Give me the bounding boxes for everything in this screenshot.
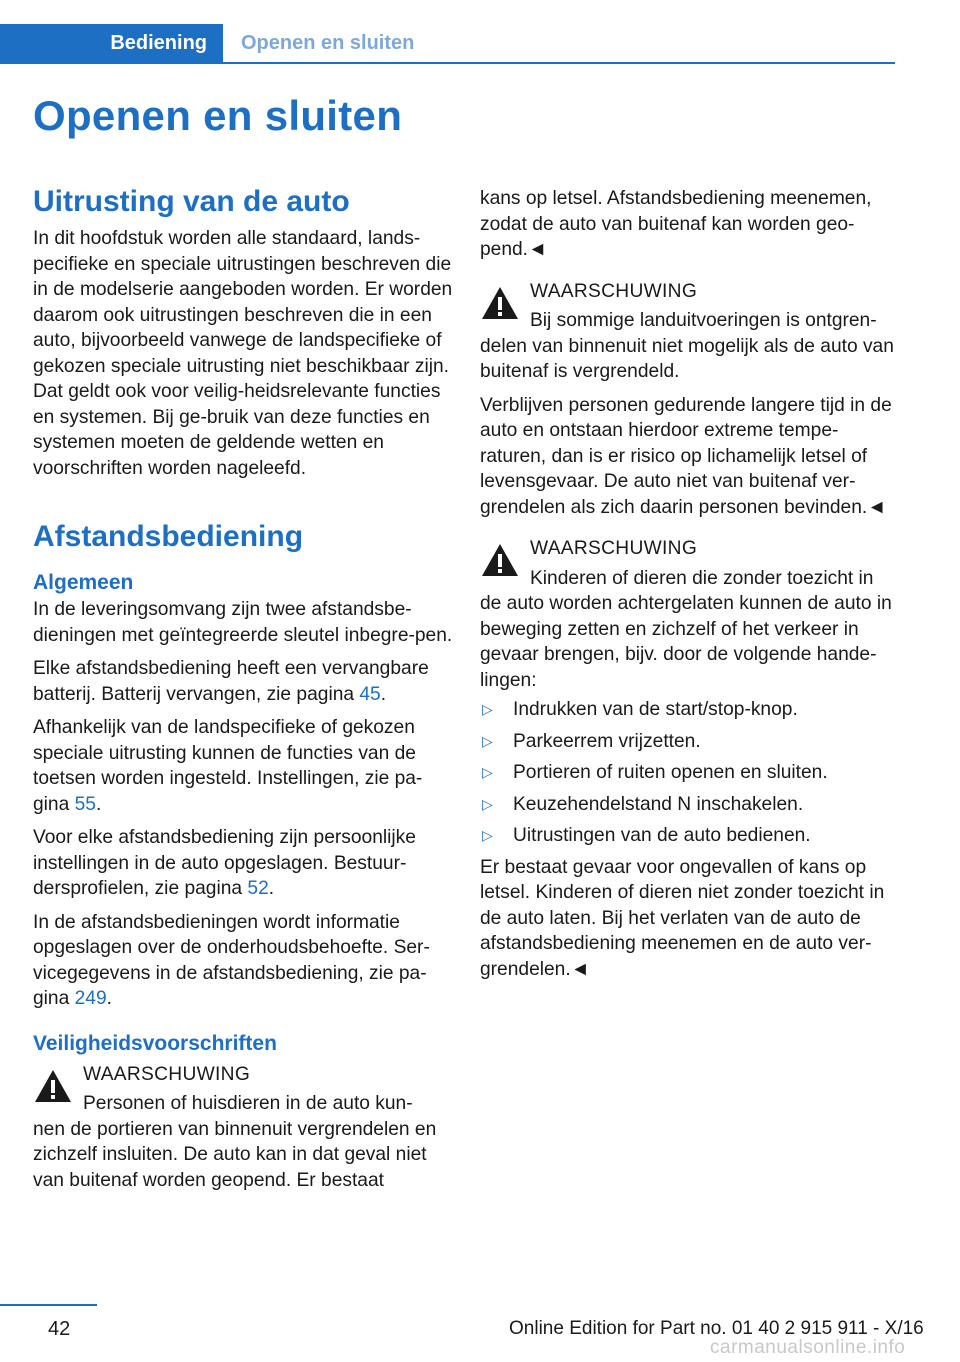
subheading-algemeen: Algemeen — [33, 571, 134, 594]
warning-text-first: Kinderen of dieren die zonder toezicht in — [530, 567, 874, 589]
page-link-52[interactable]: 52 — [247, 878, 269, 899]
list-item-text: Parkeerrem vrijzetten. — [513, 730, 701, 752]
paragraph-gevaar: Er bestaat gevaar voor ongevallen of kans op letsel. Kinderen of dieren niet zonder toezicht in de auto laten. Bij het verlaten van de auto de afstandsbediening meenemen en de auto ver-grendelen.◄ — [480, 856, 885, 980]
right-column — [480, 186, 898, 990]
bullet-triangle-icon: ▷ — [482, 827, 493, 843]
warning-label: WAARSCHUWING — [83, 1063, 251, 1085]
paragraph-bestuurdersprofielen — [33, 825, 453, 902]
bullet-triangle-icon: ▷ — [482, 732, 493, 749]
bullet-triangle-icon: ▷ — [482, 795, 493, 812]
list-item-text: Keuzehendelstand N inschakelen. — [513, 793, 804, 815]
page-link-45[interactable]: 45 — [359, 683, 381, 705]
warning-triangle-icon — [480, 285, 520, 321]
period: . — [95, 793, 102, 815]
tab-bediening[interactable]: Bediening — [0, 24, 223, 62]
list-item-text: Uitrustingen van de auto bedienen. — [513, 825, 811, 846]
paragraph-extreme-temperaturen: Verblijven personen gedurende langere tijd in de auto en ontstaan hierdoor extreme tempe-raturen, dan is er risico op lichamelijk letsel of levensgevaar. De auto niet van buitenaf ver-grendelen als zich daarin personen bevinden.◄ — [480, 394, 892, 518]
paragraph-instellingen — [33, 715, 453, 817]
period: . — [106, 988, 112, 1009]
list-item — [480, 792, 898, 818]
warning-text-first: Personen of huisdieren in de auto kun- — [83, 1093, 413, 1114]
list-item — [480, 823, 898, 849]
warning-text-first: Bij sommige landuitvoeringen is ontgren- — [530, 310, 877, 331]
page-link-55[interactable]: 55 — [74, 793, 96, 815]
bullet-triangle-icon: ▷ — [482, 701, 493, 717]
warning-text-rest: de auto worden achtergelaten kunnen de auto in beweging zetten en zichzelf of het verkeer in gevaar brengen, bijv. door de volgende hande-lingen: — [480, 593, 892, 691]
section-heading-afstandsbediening: Afstandsbediening — [33, 520, 304, 553]
edition-text: Online Edition for Part no. 01 40 2 915 911 - X/16 — [509, 1318, 924, 1339]
list-item — [480, 697, 898, 723]
warning-block-2 — [480, 279, 898, 385]
warning-label: WAARSCHUWING — [530, 538, 698, 559]
header-bar — [0, 24, 895, 64]
warning-triangle-icon — [480, 542, 520, 578]
paragraph-text: In de afstandsbedieningen wordt informatie opgeslagen over de onderhoudsbehoefte. Ser-vicegegevens in de afstandsbediening, zie pa-gina — [33, 911, 430, 1009]
bullet-triangle-icon: ▷ — [482, 764, 493, 780]
list-item-text: Indrukken van de start/stop-knop. — [513, 699, 798, 720]
page-link-249[interactable]: 249 — [74, 988, 107, 1009]
section-heading-uitrusting: Uitrusting van de auto — [33, 185, 350, 218]
list-item — [480, 760, 898, 786]
warning-triangle-icon — [33, 1068, 73, 1104]
period: . — [268, 878, 275, 899]
paragraph-leveringsomvang: In de leveringsomvang zijn twee afstandsbe-dieningen met geïntegreerde sleutel inbegre-pen. — [33, 599, 453, 646]
left-column — [33, 184, 453, 1193]
warning-text-rest: nen de portieren van binnenuit vergrendelen en zichzelf insluiten. De auto kan in dat geval niet van buitenaf worden geopend. Er bestaat — [33, 1118, 437, 1191]
paragraph-text: Elke afstandsbediening heeft een vervangbare batterij. Batterij vervangen, zie pagina — [33, 658, 429, 705]
page-title: Openen en sluiten — [33, 92, 403, 139]
paragraph-uitrusting: In dit hoofdstuk worden alle standaard, lands-pecifieke en speciale uitrustingen beschreven die in de modelserie aangeboden worden. Er worden daarom ook uitrustingen beschreven die in een auto, bijvoorbeeld vanwege de landspecifieke of gekozen speciale uitrusting niet beschikbaar zijn. Dat geldt ook voor veilig-heidsrelevante functies en systemen. Bij ge-bruik van deze functies en systemen moeten de geldende wetten en voorschriften worden nageleefd. — [33, 228, 453, 479]
footer-divider — [0, 1304, 97, 1306]
warning-text-rest: delen van binnenuit niet mogelijk als de auto van buitenaf is vergrendeld. — [480, 335, 894, 382]
warning-block-3 — [480, 536, 898, 693]
paragraph-batterij — [33, 656, 453, 707]
page-number: 42 — [48, 1318, 71, 1340]
paragraph-text: Afhankelijk van de landspecifieke of gekozen speciale uitrusting kunnen de functies van de toetsen worden ingesteld. Instellingen, zie pa-gina — [33, 717, 423, 815]
paragraph-kans-op-letsel: kans op letsel. Afstandsbediening meenemen, zodat de auto van buitenaf kan worden geo-pend.◄ — [480, 188, 872, 260]
tab-openen-en-sluiten[interactable]: Openen en sluiten — [241, 31, 415, 54]
list-item — [480, 729, 898, 755]
subheading-veiligheidsvoorschriften: Veiligheidsvoorschriften — [33, 1031, 277, 1055]
watermark: carmanualsonline.info — [710, 1337, 906, 1358]
paragraph-text: Voor elke afstandsbediening zijn persoonlijke instellingen in de auto opgeslagen. Bestuur-dersprofielen, zie pagina — [33, 827, 416, 899]
period: . — [380, 683, 387, 705]
bullet-list — [480, 697, 898, 849]
warning-block-1 — [33, 1062, 453, 1194]
list-item-text: Portieren of ruiten openen en sluiten. — [513, 762, 828, 783]
warning-label: WAARSCHUWING — [530, 280, 698, 302]
paragraph-servicegegevens — [33, 910, 453, 1012]
